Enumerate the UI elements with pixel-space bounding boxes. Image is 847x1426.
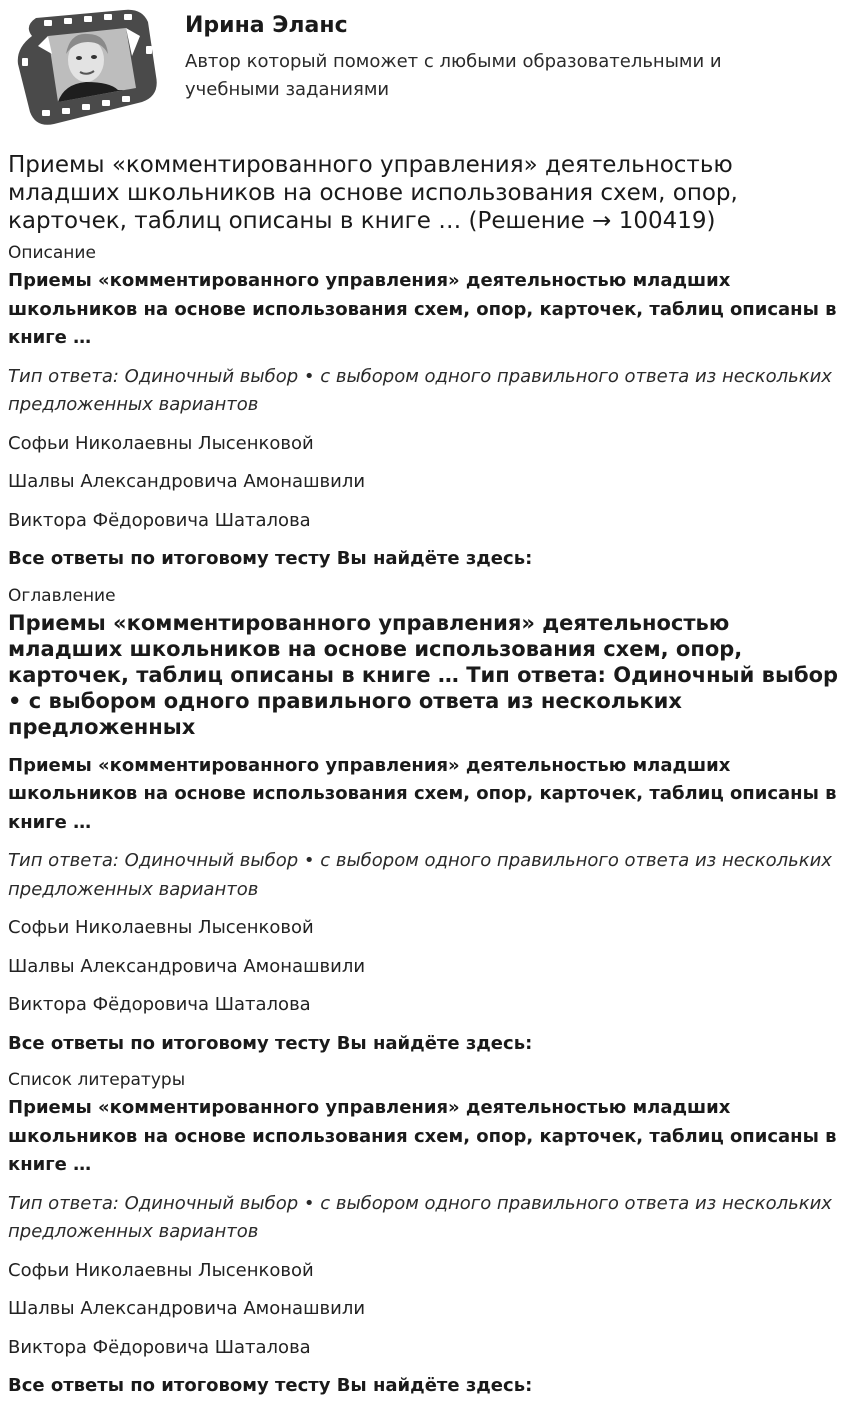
option-item: Софьи Николаевны Лысенковой — [8, 917, 314, 938]
toc-label: Оглавление — [8, 585, 116, 606]
answers-note: Все ответы по итоговому тесту Вы найдёте здесь: — [8, 1032, 533, 1054]
author-avatar — [14, 6, 160, 130]
option-item: Виктора Фёдоровича Шаталова — [8, 509, 311, 531]
description-section — [8, 241, 839, 574]
question-text: Приемы «комментированного управления» деятельностью младших школьников на основе использования схем, опор, карточек, таблиц описаны в книге … — [8, 270, 837, 348]
author-block — [8, 0, 839, 138]
literature-label: Список литературы — [8, 1070, 186, 1090]
option-item: Софьи Николаевны Лысенковой — [8, 432, 314, 454]
answers-note: Все ответы по итоговому тесту Вы найдёте здесь: — [8, 1375, 533, 1396]
author-name[interactable]: Ирина Эланс — [185, 13, 348, 38]
toc-section — [8, 584, 839, 1059]
author-info — [185, 12, 819, 104]
question-text: Приемы «комментированного управления» деятельностью младших школьников на основе использования схем, опор, карточек, таблиц описаны в книге … — [8, 754, 837, 833]
option-item: Шалвы Александровича Амонашвили — [8, 1298, 366, 1319]
option-item: Шалвы Александровича Амонашвили — [8, 955, 366, 977]
literature-section — [8, 1068, 839, 1401]
option-item: Шалвы Александровича Амонашвили — [8, 471, 366, 492]
toc-heading: Приемы «комментированного управления» деятельностью младших школьников на основе использования схем, опор, карточек, таблиц описаны в книге … Тип ответа: Одиночный выбор • с выбором одного правильного ответа из нескольких предложенных — [8, 610, 839, 739]
option-item: Виктора Фёдоровича Шаталова — [8, 994, 311, 1015]
page-title: Приемы «комментированного управления» деятельностью младших школьников на основе использования схем, опор, карточек, таблиц описаны в книге … (Решение → 100419) — [8, 152, 738, 234]
answer-type: Тип ответа: Одиночный выбор • с выбором одного правильного ответа из нескольких предложенных вариантов — [8, 1192, 832, 1242]
answers-note: Все ответы по итоговому тесту Вы найдёте здесь: — [8, 548, 533, 569]
option-item: Виктора Фёдоровича Шаталова — [8, 1336, 311, 1358]
answer-type: Тип ответа: Одиночный выбор • с выбором одного правильного ответа из нескольких предложенных вариантов — [8, 365, 832, 415]
answer-type: Тип ответа: Одиночный выбор • с выбором одного правильного ответа из нескольких предложенных вариантов — [8, 850, 832, 900]
question-text: Приемы «комментированного управления» деятельностью младших школьников на основе использования схем, опор, карточек, таблиц описаны в книге … — [8, 1097, 837, 1175]
description-label: Описание — [8, 243, 96, 263]
author-description: Автор который поможет с любыми образовательными и учебными заданиями — [185, 51, 722, 100]
option-item: Софьи Николаевны Лысенковой — [8, 1259, 314, 1281]
